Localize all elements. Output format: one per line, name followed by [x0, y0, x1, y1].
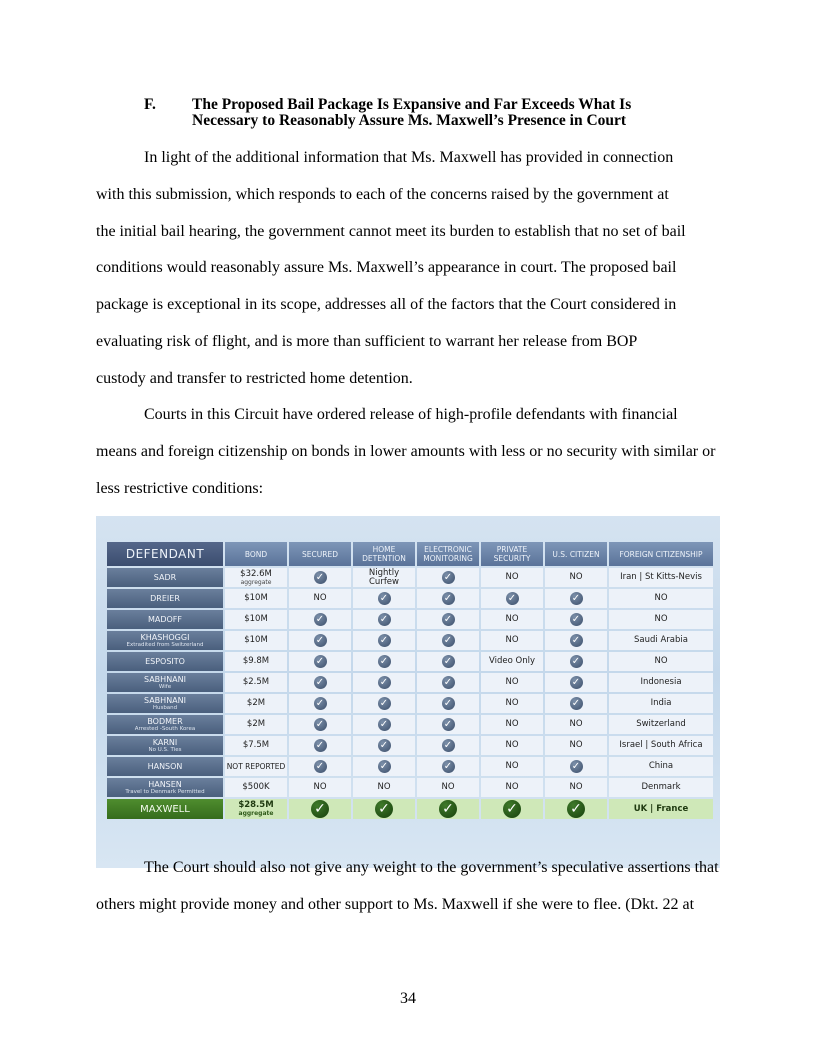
bond-amount: NOT REPORTED	[226, 761, 286, 771]
private-security-cell: NO	[481, 631, 543, 650]
text-line: In light of the additional information that Ms. Maxwell has provided in connection	[144, 149, 674, 166]
table-row	[107, 736, 713, 755]
electronic-monitoring-cell	[417, 652, 479, 671]
bond-amount: $28.5M	[238, 800, 274, 810]
checkmark-icon: ✓	[442, 760, 455, 773]
defendant-note: Extradited from Switzerland	[126, 642, 204, 648]
column-header: SECURED	[289, 542, 351, 566]
private-security-cell: NO	[481, 673, 543, 692]
checkmark-icon: ✓	[442, 676, 455, 689]
foreign-citizenship-cell: Indonesia	[609, 673, 713, 692]
electronic-monitoring-cell	[417, 568, 479, 587]
checkmark-icon: ✓	[378, 697, 391, 710]
defendant-name: SADR	[153, 573, 177, 582]
secured-cell: NO	[289, 778, 351, 797]
bond-cell	[225, 652, 287, 671]
foreign-citizenship-cell: India	[609, 694, 713, 713]
text-line: Courts in this Circuit have ordered release of high-profile defendants with financial	[144, 406, 678, 423]
electronic-monitoring-cell	[417, 694, 479, 713]
checkmark-icon: ✓	[442, 718, 455, 731]
checkmark-icon: ✓	[314, 655, 327, 668]
secured-cell	[289, 715, 351, 734]
paragraph-circuit-release	[96, 397, 720, 507]
defendant-name: HANSEN	[148, 780, 182, 789]
column-header: FOREIGN CITIZENSHIP	[609, 542, 713, 566]
electronic-monitoring-cell	[417, 736, 479, 755]
electronic-monitoring-cell	[417, 631, 479, 650]
bond-amount: $9.8M	[242, 656, 270, 666]
bail-comparison-table	[105, 540, 715, 821]
table-row	[107, 589, 713, 608]
checkmark-icon: ✓	[442, 592, 455, 605]
defendant-name: SABHNANI	[143, 675, 186, 684]
table-body	[107, 568, 713, 819]
text-line: package is exceptional in its scope, addresses all of the factors that the Court considered in	[96, 296, 677, 314]
checkmark-icon: ✓	[570, 760, 583, 773]
us-citizen-cell	[545, 694, 607, 713]
home-detention-cell	[353, 589, 415, 608]
text-line: means and foreign citizenship on bonds in lower amounts with less or no security with similar or	[96, 442, 716, 460]
private-security-cell	[481, 799, 543, 819]
home-detention-cell: Nightly Curfew	[353, 568, 415, 587]
bond-cell	[225, 799, 287, 819]
section-title-line-2: Necessary to Reasonably Assure Ms. Maxwell’s Presence in Court	[192, 112, 627, 129]
text-line: The Court should also not give any weight to the government’s speculative assertions that	[144, 859, 719, 876]
secured-cell	[289, 568, 351, 587]
bond-cell	[225, 631, 287, 650]
checkmark-icon: ✓	[570, 592, 583, 605]
text-line: the initial bail hearing, the government cannot meet its burden to establish that no set of bail	[96, 222, 686, 240]
checkmark-icon: ✓	[314, 760, 327, 773]
table-row	[107, 652, 713, 671]
text-line: evaluating risk of flight, and is more than sufficient to warrant her release from BOP	[96, 332, 638, 350]
text-line: less restrictive conditions:	[96, 479, 264, 497]
bond-amount: $10M	[244, 635, 268, 645]
checkmark-icon: ✓	[442, 697, 455, 710]
column-header: PRIVATE SECURITY	[481, 542, 543, 566]
electronic-monitoring-cell	[417, 589, 479, 608]
table-row	[107, 610, 713, 629]
foreign-citizenship-cell: China	[609, 757, 713, 776]
paragraph-speculative-assertions	[96, 850, 720, 924]
defendant-cell	[107, 589, 223, 608]
defendant-name: MADOFF	[147, 615, 183, 624]
secured-cell	[289, 652, 351, 671]
electronic-monitoring-cell	[417, 799, 479, 819]
defendant-note: Arrested -South Korea	[134, 726, 196, 732]
us-citizen-cell	[545, 652, 607, 671]
checkmark-icon: ✓	[378, 739, 391, 752]
foreign-citizenship-cell: NO	[609, 652, 713, 671]
electronic-monitoring-cell: NO	[417, 778, 479, 797]
table-row	[107, 568, 713, 587]
home-detention-cell	[353, 694, 415, 713]
checkmark-icon: ✓	[378, 718, 391, 731]
checkmark-icon: ✓	[378, 655, 391, 668]
defendant-cell	[107, 694, 223, 713]
secured-cell	[289, 736, 351, 755]
checkmark-icon: ✓	[439, 800, 457, 818]
electronic-monitoring-cell	[417, 757, 479, 776]
secured-cell	[289, 757, 351, 776]
foreign-citizenship-cell: Iran | St Kitts-Nevis	[609, 568, 713, 587]
defendant-note: Husband	[152, 705, 178, 711]
checkmark-icon: ✓	[442, 655, 455, 668]
bond-cell	[225, 568, 287, 587]
home-detention-cell	[353, 757, 415, 776]
bond-cell	[225, 736, 287, 755]
electronic-monitoring-cell	[417, 610, 479, 629]
page-number: 34	[400, 990, 416, 1007]
secured-cell	[289, 799, 351, 819]
section-letter: F.	[144, 96, 156, 113]
table-row	[107, 799, 713, 819]
bond-cell	[225, 610, 287, 629]
checkmark-icon: ✓	[442, 613, 455, 626]
checkmark-icon: ✓	[314, 613, 327, 626]
defendant-note: Travel to Denmark Permitted	[125, 789, 205, 795]
checkmark-icon: ✓	[442, 634, 455, 647]
home-detention-cell	[353, 631, 415, 650]
column-header: BOND	[225, 542, 287, 566]
bond-amount: $32.6M	[240, 568, 272, 579]
defendant-name: ESPOSITO	[145, 657, 185, 666]
private-security-cell: NO	[481, 694, 543, 713]
checkmark-icon: ✓	[567, 800, 585, 818]
us-citizen-cell: NO	[545, 778, 607, 797]
foreign-citizenship-cell: Denmark	[609, 778, 713, 797]
table-header-row	[107, 542, 713, 566]
defendant-name: BODMER	[147, 717, 183, 726]
bond-amount: $10M	[244, 614, 268, 624]
checkmark-icon: ✓	[378, 613, 391, 626]
checkmark-icon: ✓	[570, 655, 583, 668]
bond-amount: $2M	[246, 719, 266, 729]
private-security-cell: NO	[481, 715, 543, 734]
checkmark-icon: ✓	[442, 571, 455, 584]
private-security-cell: Video Only	[481, 652, 543, 671]
home-detention-cell	[353, 799, 415, 819]
us-citizen-cell	[545, 610, 607, 629]
bond-amount: $7.5M	[242, 740, 270, 750]
table-row	[107, 715, 713, 734]
foreign-citizenship-cell: NO	[609, 610, 713, 629]
defendant-name: SABHNANI	[143, 696, 186, 705]
us-citizen-cell	[545, 673, 607, 692]
secured-cell	[289, 673, 351, 692]
us-citizen-cell: NO	[545, 715, 607, 734]
private-security-cell: NO	[481, 568, 543, 587]
defendant-cell	[107, 778, 223, 797]
text-line: custody and transfer to restricted home detention.	[96, 369, 413, 387]
us-citizen-cell	[545, 799, 607, 819]
checkmark-icon: ✓	[314, 676, 327, 689]
secured-cell	[289, 694, 351, 713]
bond-cell	[225, 673, 287, 692]
private-security-cell	[481, 589, 543, 608]
checkmark-icon: ✓	[378, 676, 391, 689]
electronic-monitoring-cell	[417, 673, 479, 692]
table-row	[107, 694, 713, 713]
electronic-monitoring-cell	[417, 715, 479, 734]
bond-amount: $500K	[242, 782, 270, 792]
checkmark-icon: ✓	[378, 634, 391, 647]
foreign-citizenship-cell: UK | France	[609, 799, 713, 819]
defendant-name: MAXWELL	[140, 803, 190, 815]
text-line: with this submission, which responds to each of the concerns raised by the government at	[96, 185, 669, 203]
checkmark-icon: ✓	[314, 634, 327, 647]
checkmark-icon: ✓	[314, 571, 327, 584]
defendant-cell	[107, 757, 223, 776]
home-detention-cell	[353, 715, 415, 734]
table-row	[107, 631, 713, 650]
home-detention-cell	[353, 652, 415, 671]
checkmark-icon: ✓	[378, 592, 391, 605]
defendant-cell	[107, 715, 223, 734]
home-detention-cell: NO	[353, 778, 415, 797]
secured-cell	[289, 631, 351, 650]
defendant-note: Wife	[158, 684, 172, 690]
checkmark-icon: ✓	[506, 592, 519, 605]
checkmark-icon: ✓	[375, 800, 393, 818]
defendant-note: No U.S. Ties	[148, 747, 182, 753]
defendant-cell	[107, 631, 223, 650]
section-title-line-1: The Proposed Bail Package Is Expansive and Far Exceeds What Is	[192, 96, 632, 113]
us-citizen-cell	[545, 631, 607, 650]
defendant-cell	[107, 610, 223, 629]
bond-cell	[225, 589, 287, 608]
defendant-cell	[107, 736, 223, 755]
bond-cell	[225, 694, 287, 713]
secured-cell	[289, 610, 351, 629]
foreign-citizenship-cell: NO	[609, 589, 713, 608]
us-citizen-cell: NO	[545, 568, 607, 587]
defendant-cell	[107, 568, 223, 587]
defendant-cell	[107, 673, 223, 692]
checkmark-icon: ✓	[442, 739, 455, 752]
column-header: HOME DETENTION	[353, 542, 415, 566]
bond-amount: $2M	[246, 698, 266, 708]
private-security-cell: NO	[481, 610, 543, 629]
bond-cell	[225, 715, 287, 734]
foreign-citizenship-cell: Saudi Arabia	[609, 631, 713, 650]
defendant-name: KARNI	[152, 738, 178, 747]
private-security-cell: NO	[481, 778, 543, 797]
defendant-cell	[107, 652, 223, 671]
home-detention-cell	[353, 736, 415, 755]
foreign-citizenship-cell: Israel | South Africa	[609, 736, 713, 755]
table-row	[107, 673, 713, 692]
us-citizen-cell	[545, 757, 607, 776]
checkmark-icon: ✓	[314, 718, 327, 731]
bond-amount: $10M	[244, 593, 268, 603]
bail-comparison-figure	[96, 516, 720, 868]
defendant-name: HANSON	[147, 762, 183, 771]
checkmark-icon: ✓	[570, 676, 583, 689]
bond-cell	[225, 757, 287, 776]
defendant-cell	[107, 799, 223, 819]
column-header: U.S. CITIZEN	[545, 542, 607, 566]
section-heading	[144, 97, 704, 129]
checkmark-icon: ✓	[570, 697, 583, 710]
defendant-name: KHASHOGGI	[140, 633, 190, 642]
home-detention-cell	[353, 610, 415, 629]
private-security-cell: NO	[481, 757, 543, 776]
text-line: conditions would reasonably assure Ms. Maxwell’s appearance in court. The proposed bail	[96, 259, 677, 277]
checkmark-icon: ✓	[311, 800, 329, 818]
secured-cell: NO	[289, 589, 351, 608]
table-row	[107, 778, 713, 797]
us-citizen-cell	[545, 589, 607, 608]
column-header: DEFENDANT	[107, 542, 223, 566]
checkmark-icon: ✓	[378, 760, 391, 773]
defendant-name: DREIER	[150, 594, 180, 603]
home-detention-cell	[353, 673, 415, 692]
checkmark-icon: ✓	[314, 739, 327, 752]
bond-amount: $2.5M	[242, 677, 270, 687]
checkmark-icon: ✓	[570, 613, 583, 626]
text-line: others might provide money and other support to Ms. Maxwell if she were to flee. (Dkt. 22 at	[96, 895, 695, 913]
paragraph-bail-package	[96, 140, 720, 398]
checkmark-icon: ✓	[503, 800, 521, 818]
bond-note: aggregate	[240, 578, 272, 586]
checkmark-icon: ✓	[314, 697, 327, 710]
bond-note: aggregate	[238, 810, 274, 817]
column-header: ELECTRONIC MONITORING	[417, 542, 479, 566]
us-citizen-cell: NO	[545, 736, 607, 755]
foreign-citizenship-cell: Switzerland	[609, 715, 713, 734]
checkmark-icon: ✓	[570, 634, 583, 647]
private-security-cell: NO	[481, 736, 543, 755]
table-row	[107, 757, 713, 776]
bond-cell	[225, 778, 287, 797]
